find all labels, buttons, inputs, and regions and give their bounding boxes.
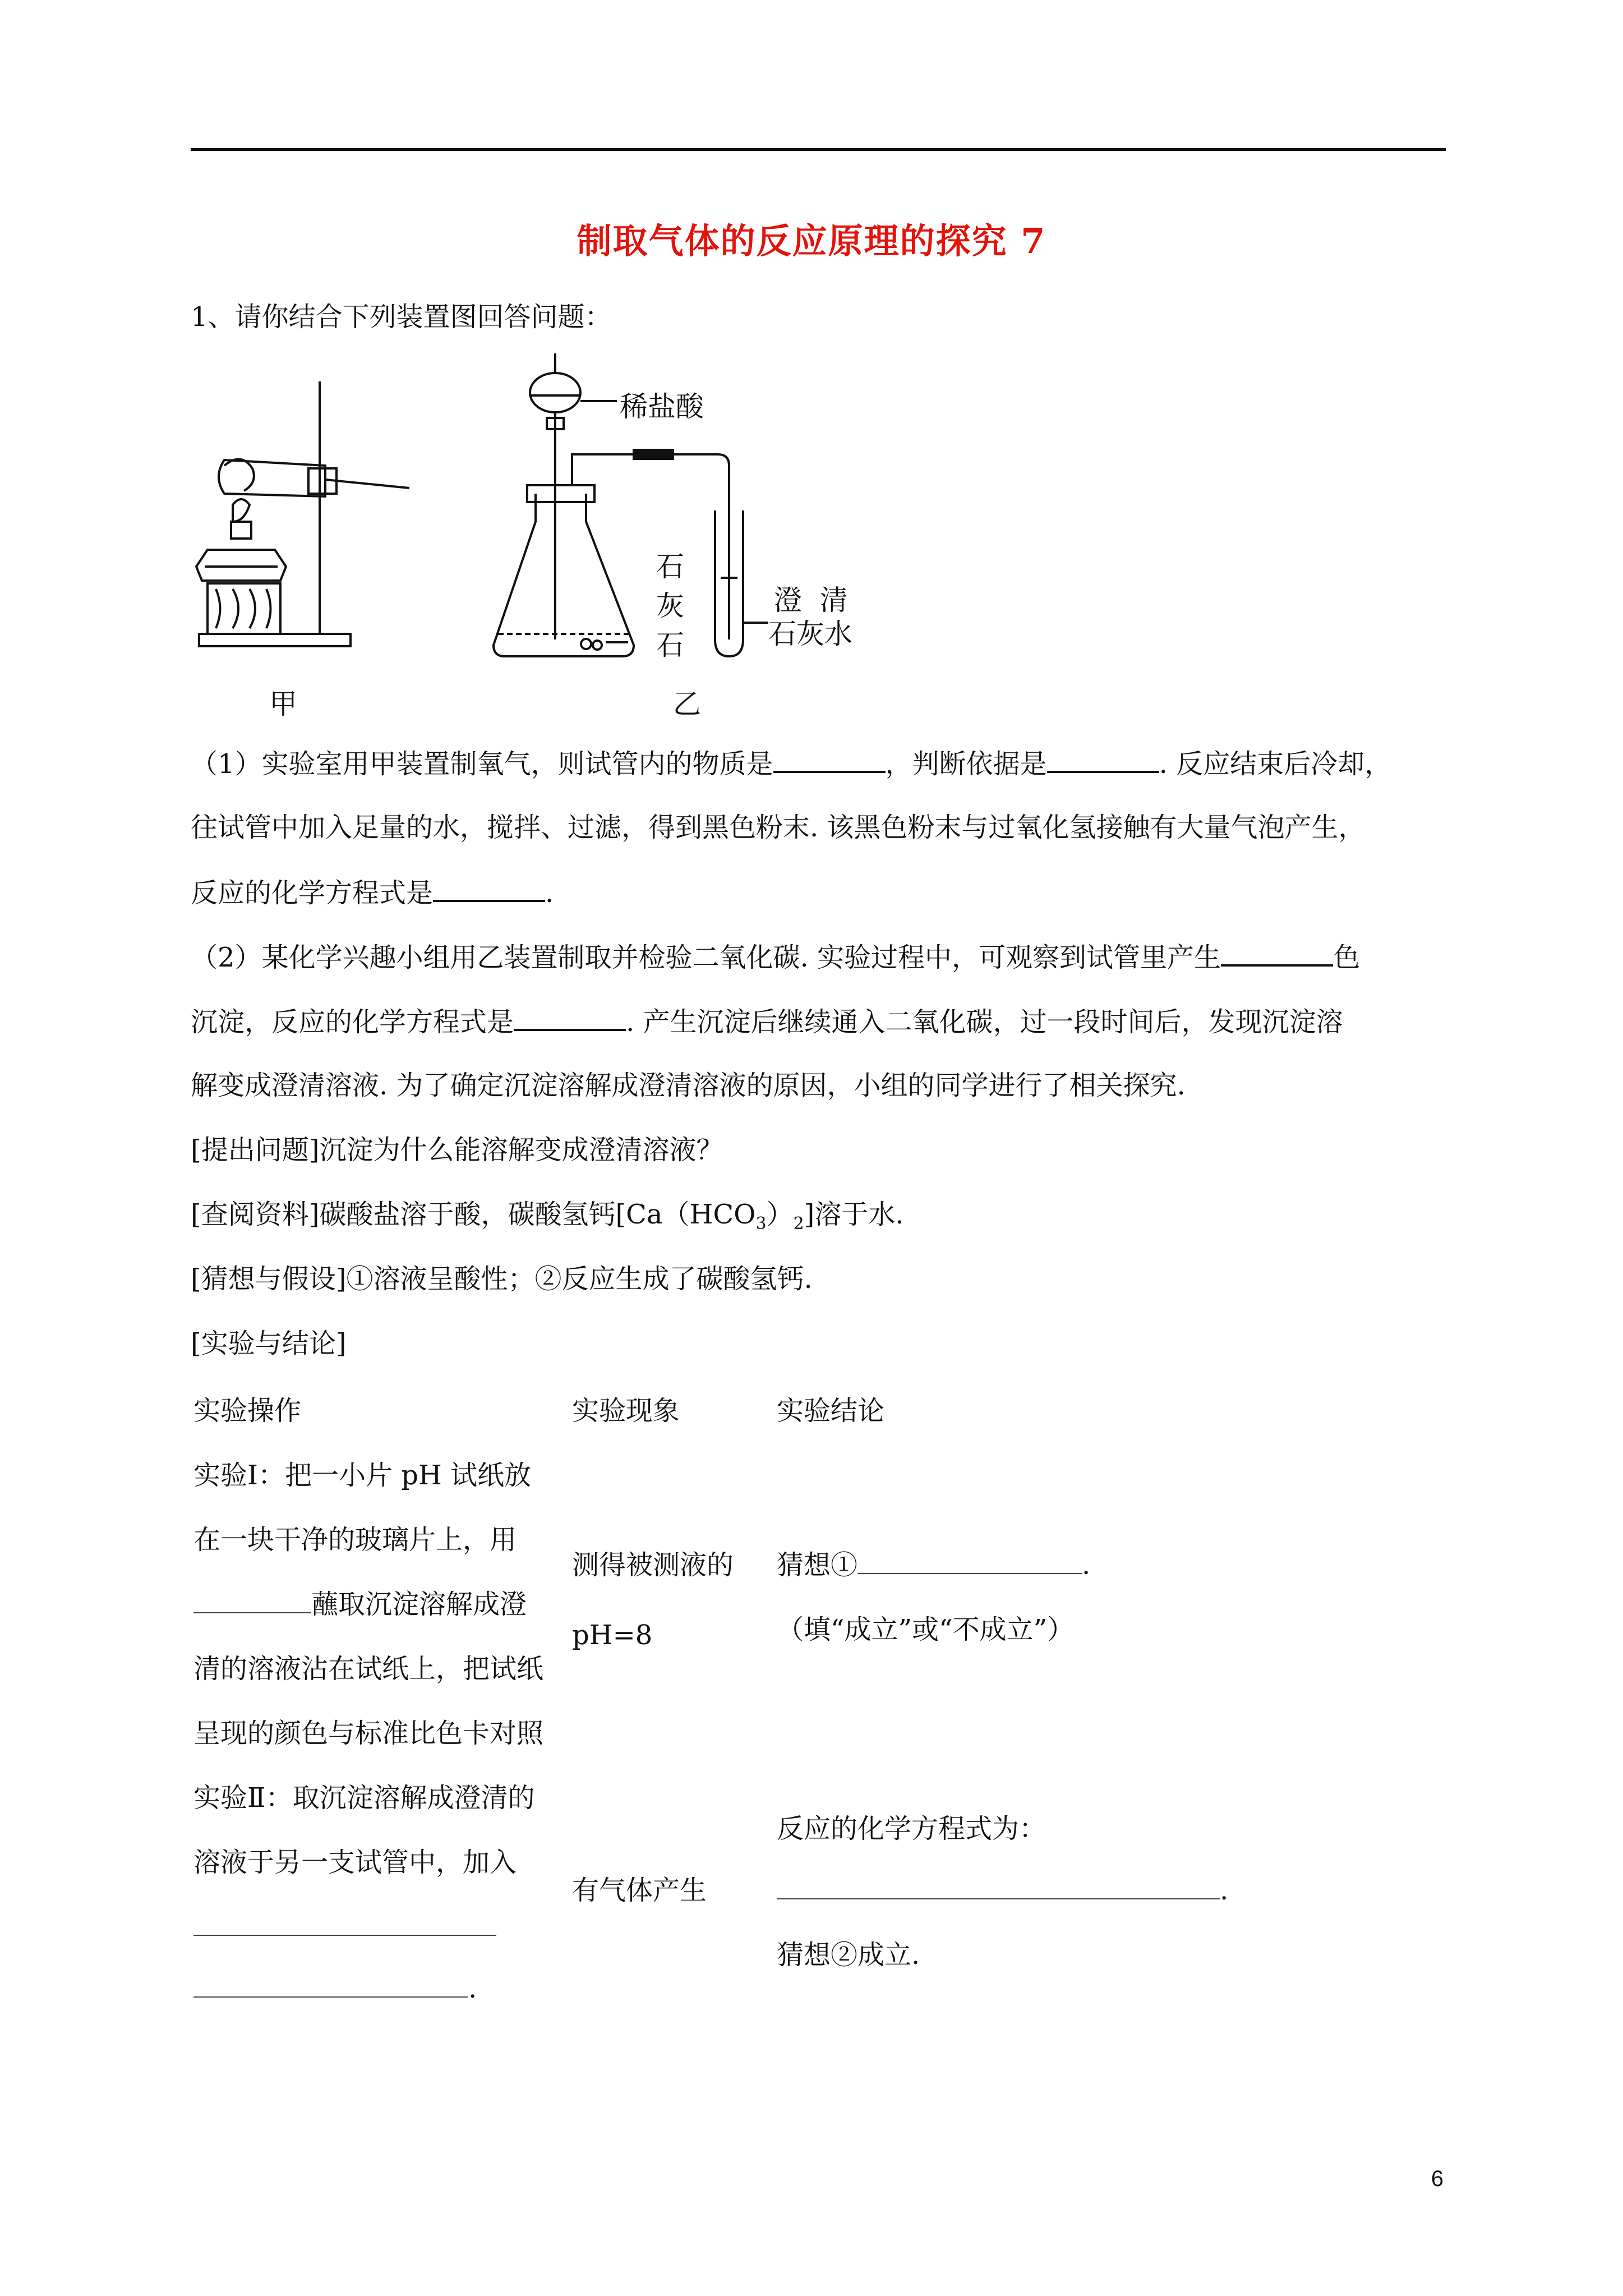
exp1-op-line1: 实验Ⅰ：把一小片 pH 试纸放 bbox=[193, 1460, 532, 1491]
label-yi: 乙 bbox=[673, 688, 701, 720]
exp1-conclusion-note: （填“成立”或“不成立”） bbox=[777, 1614, 1075, 1645]
part1-text-b: ，判断依据是 bbox=[885, 748, 1047, 780]
label-limestone-1: 石 bbox=[656, 550, 684, 583]
header-conclusion: 实验结论 bbox=[777, 1395, 885, 1427]
label-jia: 甲 bbox=[269, 688, 297, 720]
answer-blank-reagent-2[interactable] bbox=[193, 1972, 468, 1998]
part2-text-c: 沉淀，反应的化学方程式是 bbox=[191, 1006, 514, 1038]
answer-blank-substance[interactable] bbox=[773, 746, 886, 773]
alcohol-lamp bbox=[196, 550, 286, 581]
part1-text-c: . 反应结束后冷却， bbox=[1159, 748, 1392, 780]
delivery-tube bbox=[325, 480, 409, 488]
limestone-piece bbox=[593, 641, 602, 650]
question-intro: 1、请你结合下列装置图回答问题： bbox=[191, 301, 612, 333]
conical-flask bbox=[494, 494, 634, 656]
part1-line2: 往试管中加入足量的水，搅拌、过滤，得到黑色粉末. 该黑色粉末与过氧化氢接触有大量气泡产生， bbox=[191, 812, 1366, 843]
apparatus-diagram bbox=[191, 353, 937, 729]
answer-blank-reagent-1[interactable] bbox=[193, 1910, 496, 1936]
hypothesis: [猜想与假设]①溶液呈酸性；②反应生成了碳酸氢钙. bbox=[191, 1263, 813, 1295]
page-number: 6 bbox=[1431, 2166, 1444, 2191]
part2-text-d: . 产生沉淀后继续通入二氧化碳，过一段时间后，发现沉淀溶 bbox=[626, 1006, 1343, 1038]
part2-text-a: （2）某化学兴趣小组用乙装置制取并检验二氧化碳. 实验过程中，可观察到试管里产生 bbox=[191, 942, 1221, 973]
part2-text-b: 色 bbox=[1333, 942, 1361, 973]
exp1-op-text: 蘸取沉淀溶解成澄 bbox=[311, 1589, 527, 1620]
exp2-conclusion-line1: 反应的化学方程式为： bbox=[777, 1813, 1046, 1844]
header-rule bbox=[191, 148, 1446, 151]
exp2-phenomenon: 有气体产生 bbox=[572, 1875, 707, 1906]
part1-text-a: （1）实验室用甲装置制氧气，则试管内的物质是 bbox=[191, 748, 773, 780]
exp2-op-line1: 实验Ⅱ：取沉淀溶解成澄清的 bbox=[193, 1782, 535, 1814]
reference-material bbox=[191, 1198, 904, 1241]
label-limestone-2: 灰 bbox=[656, 590, 684, 622]
page-title: 制取气体的反应原理的探究 7 bbox=[577, 220, 1046, 261]
flask-stopper bbox=[527, 485, 594, 502]
stand-base bbox=[199, 634, 351, 646]
tube-contents bbox=[224, 459, 254, 491]
part1-line1 bbox=[191, 746, 1391, 781]
label-limestone-3: 石 bbox=[656, 629, 684, 661]
answer-blank-equation-1[interactable] bbox=[433, 875, 545, 902]
exp2-conclusion-dot: . bbox=[1220, 1875, 1229, 1906]
wood-grain bbox=[216, 589, 271, 628]
ref-text-b: ） bbox=[766, 1199, 794, 1230]
exp2-op-line3 bbox=[193, 1910, 496, 1944]
answer-blank-color[interactable] bbox=[1221, 940, 1333, 967]
label-limewater-1: 澄 清 bbox=[774, 584, 848, 616]
exp2-op-line4 bbox=[193, 1972, 477, 2005]
exp1-conclusion-dot: . bbox=[1082, 1549, 1091, 1581]
ref-subscript-2: 2 bbox=[793, 1214, 804, 1234]
ref-text-a: [查阅资料]碳酸盐溶于酸，碳酸氢钙[Ca（HCO bbox=[191, 1199, 756, 1230]
label-limewater-2: 石灰水 bbox=[768, 618, 852, 650]
answer-blank-equation-3[interactable] bbox=[777, 1874, 1220, 1899]
header-operation: 实验操作 bbox=[193, 1395, 302, 1427]
ref-subscript-3: 3 bbox=[755, 1214, 767, 1234]
exp1-conclusion-text: 猜想① bbox=[777, 1549, 858, 1581]
header-phenomenon: 实验现象 bbox=[572, 1395, 680, 1427]
separatory-funnel bbox=[530, 373, 580, 412]
exp1-op-line5: 呈现的颜色与标准比色卡对照 bbox=[193, 1718, 544, 1749]
exp2-op-dot: . bbox=[468, 1973, 477, 2004]
part1-text-d: 反应的化学方程式是 bbox=[191, 877, 434, 909]
exp1-op-line3 bbox=[193, 1588, 527, 1621]
answer-blank-equation-2[interactable] bbox=[514, 1004, 626, 1031]
part2-line2 bbox=[191, 1004, 1343, 1039]
exp1-phenomenon-line1: 测得被测液的 bbox=[572, 1549, 734, 1581]
answer-blank-hypothesis-1[interactable] bbox=[857, 1548, 1082, 1574]
ref-text-c: ]溶于水. bbox=[804, 1199, 904, 1230]
exp1-op-line4: 清的溶液沾在试纸上，把试纸 bbox=[193, 1653, 544, 1685]
ask-question: [提出问题]沉淀为什么能溶解变成澄清溶液？ bbox=[191, 1134, 723, 1166]
part1-line3 bbox=[191, 875, 554, 910]
exp1-op-line2: 在一块干净的玻璃片上，用 bbox=[193, 1524, 517, 1556]
exp2-conclusion-line2 bbox=[777, 1874, 1228, 1907]
lamp-neck bbox=[231, 522, 251, 539]
exp1-conclusion bbox=[777, 1548, 1090, 1582]
exp2-conclusion-line3: 猜想②成立. bbox=[777, 1939, 920, 1971]
answer-blank-tool[interactable] bbox=[193, 1588, 311, 1613]
part1-text-e: . bbox=[545, 877, 554, 909]
answer-blank-basis[interactable] bbox=[1047, 746, 1159, 773]
exp1-phenomenon-line2: pH=8 bbox=[572, 1619, 653, 1651]
apparatus-figure bbox=[191, 353, 937, 729]
part2-line3: 解变成澄清溶液. 为了确定沉淀溶解成澄清溶液的原因，小组的同学进行了相关探究. bbox=[191, 1070, 1186, 1101]
flame bbox=[233, 499, 250, 522]
limestone-piece bbox=[581, 639, 591, 649]
rubber-connector bbox=[634, 450, 673, 459]
experiment-heading: [实验与结论] bbox=[191, 1328, 347, 1359]
label-acid: 稀盐酸 bbox=[620, 390, 704, 423]
exp2-op-line2: 溶液于另一支试管中，加入 bbox=[193, 1847, 517, 1878]
part2-line1 bbox=[191, 940, 1360, 974]
